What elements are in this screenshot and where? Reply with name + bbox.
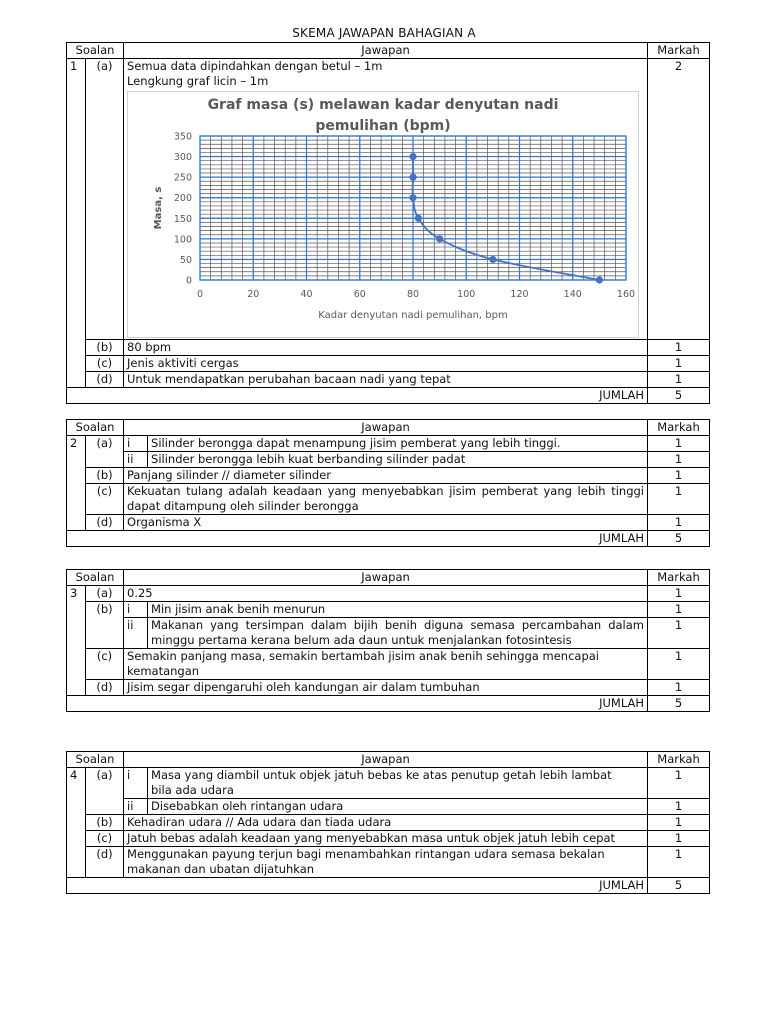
answer-cell [124, 847, 648, 878]
y-tick-label: 200 [173, 193, 193, 205]
part-label: (c) [86, 484, 124, 515]
part-label: (a) [86, 436, 124, 468]
page-title: SKEMA JAWAPAN BAHAGIAN A [292, 26, 476, 40]
question-1-table [66, 42, 710, 404]
part-label: (d) [86, 680, 124, 696]
answer-line: Lengkung graf licin – 1m [127, 74, 269, 88]
y-tick-label: 350 [173, 131, 193, 143]
answer-cell: Min jisim anak benih menurun [148, 602, 648, 618]
answer-cell: 0.25 [124, 586, 648, 602]
part-label: (d) [86, 372, 124, 388]
total-label: JUMLAH [67, 878, 648, 894]
answer-cell: Silinder berongga lebih kuat berbanding silinder padat [148, 452, 648, 468]
total-label: JUMLAH [67, 388, 648, 404]
header-markah: Markah [648, 420, 710, 436]
chart-title-line1: Graf masa (s) melawan kadar denyutan nadi [207, 97, 559, 113]
question-3-table [66, 569, 710, 712]
mark-cell: 1 [648, 847, 710, 878]
subpart-label: ii [124, 618, 148, 649]
subpart-label: i [124, 602, 148, 618]
x-tick-label: 100 [457, 289, 476, 300]
data-point [436, 235, 443, 242]
answer-line: bila ada udara [151, 783, 234, 797]
answer-cell: Disebabkan oleh rintangan udara [148, 799, 648, 815]
header-soalan: Soalan [67, 570, 124, 586]
mark-cell: 1 [648, 484, 710, 515]
answer-cell: Silinder berongga dapat menampung jisim pemberat yang lebih tinggi. [148, 436, 648, 452]
data-point [596, 276, 603, 283]
part-label: (a) [86, 768, 124, 815]
data-point [409, 153, 416, 160]
answer-cell: Semakin panjang masa, semakin bertambah jisim anak benih sehingga mencapai kematangan [124, 649, 648, 680]
mark-cell: 1 [648, 815, 710, 831]
question-number: 3 [67, 586, 86, 696]
x-tick-label: 160 [616, 289, 636, 300]
mark-cell: 1 [648, 468, 710, 484]
header-markah: Markah [648, 752, 710, 768]
part-label: (d) [86, 847, 124, 878]
question-4-table [66, 751, 710, 894]
data-point [489, 256, 496, 263]
header-soalan: Soalan [67, 43, 124, 59]
part-label: (b) [86, 340, 124, 356]
answer-line: Semua data dipindahkan dengan betul – 1m [127, 59, 383, 73]
answer-cell: Jenis aktiviti cergas [124, 356, 648, 372]
subpart-label: ii [124, 799, 148, 815]
answer-line: makanan dan ubatan dijatuhkan [127, 862, 315, 876]
x-axis-label: Kadar denyutan nadi pemulihan, bpm [318, 310, 508, 321]
part-label: (b) [86, 602, 124, 649]
header-soalan: Soalan [67, 420, 124, 436]
x-tick-label: 140 [563, 289, 582, 300]
mark-cell: 1 [648, 768, 710, 799]
total-mark: 5 [648, 531, 710, 547]
header-jawapan: Jawapan [124, 420, 648, 436]
answer-cell: Kehadiran udara // Ada udara dan tiada udara [124, 815, 648, 831]
mark-cell: 1 [648, 649, 710, 680]
header-markah: Markah [648, 570, 710, 586]
part-label: (c) [86, 831, 124, 847]
data-point [409, 174, 416, 181]
y-tick-label: 150 [173, 213, 193, 225]
question-number: 2 [67, 436, 86, 531]
part-label: (d) [86, 515, 124, 531]
question-number: 1 [67, 59, 86, 388]
mark-cell: 1 [648, 515, 710, 531]
part-label: (b) [86, 815, 124, 831]
mark-cell: 1 [648, 618, 710, 649]
data-point [409, 194, 416, 201]
mark-cell: 1 [648, 602, 710, 618]
mark-cell: 1 [648, 799, 710, 815]
part-label: (b) [86, 468, 124, 484]
part-label: (a) [86, 586, 124, 602]
header-markah: Markah [648, 43, 710, 59]
x-tick-label: 40 [300, 289, 313, 300]
total-label: JUMLAH [67, 696, 648, 712]
x-tick-label: 60 [353, 289, 366, 300]
answer-cell [124, 59, 648, 340]
total-mark: 5 [648, 388, 710, 404]
header-jawapan: Jawapan [124, 43, 648, 59]
chart-title-line2: pemulihan (bpm) [315, 118, 451, 134]
answer-cell: Organisma X [124, 515, 648, 531]
answer-line: Masa yang diambil untuk objek jatuh bebas ke atas penutup getah lebih lambat [151, 768, 612, 782]
part-label: (a) [86, 59, 124, 340]
header-jawapan: Jawapan [124, 752, 648, 768]
part-label: (c) [86, 356, 124, 372]
mark-cell: 1 [648, 586, 710, 602]
y-tick-label: 0 [185, 275, 193, 287]
data-point [415, 215, 422, 222]
mark-cell: 2 [648, 59, 710, 340]
y-tick-label: 250 [173, 172, 193, 184]
header-soalan: Soalan [67, 752, 124, 768]
answer-cell: 80 bpm [124, 340, 648, 356]
mark-cell: 1 [648, 372, 710, 388]
question-number: 4 [67, 768, 86, 878]
answer-cell [148, 768, 648, 799]
x-tick-label: 0 [196, 289, 204, 300]
x-tick-label: 120 [510, 289, 529, 300]
part-label: (c) [86, 649, 124, 680]
total-mark: 5 [648, 878, 710, 894]
answer-line: Menggunakan payung terjun bagi menambahkan rintangan udara semasa bekalan [127, 847, 605, 861]
mark-cell: 1 [648, 452, 710, 468]
chart-container [127, 91, 639, 338]
mark-cell: 1 [648, 436, 710, 452]
answer-cell: Jisim segar dipengaruhi oleh kandungan air dalam tumbuhan [124, 680, 648, 696]
x-tick-label: 80 [406, 289, 420, 300]
question-2-table [66, 419, 710, 547]
y-axis-label: Masa, s [153, 186, 165, 230]
header-jawapan: Jawapan [124, 570, 648, 586]
answer-cell: Kekuatan tulang adalah keadaan yang menyebabkan jisim pemberat yang lebih tinggi dapat ditampung oleh silinder berongga [124, 484, 648, 515]
answer-cell: Panjang silinder // diameter silinder [124, 468, 648, 484]
pulse-recovery-chart [128, 92, 638, 337]
mark-cell: 1 [648, 356, 710, 372]
y-tick-label: 300 [173, 152, 193, 164]
y-tick-label: 100 [173, 234, 193, 246]
mark-cell: 1 [648, 680, 710, 696]
y-tick-label: 50 [179, 254, 193, 266]
subpart-label: i [124, 768, 148, 799]
mark-cell: 1 [648, 340, 710, 356]
total-label: JUMLAH [67, 531, 648, 547]
subpart-label: i [124, 436, 148, 452]
mark-cell: 1 [648, 831, 710, 847]
x-tick-label: 20 [247, 289, 260, 300]
answer-cell: Makanan yang tersimpan dalam bijih benih diguna semasa percambahan dalam minggu pertama kerana belum ada daun untuk menjalankan fotosintesis [148, 618, 648, 649]
answer-cell: Jatuh bebas adalah keadaan yang menyebabkan masa untuk objek jatuh lebih cepat [124, 831, 648, 847]
answer-cell: Untuk mendapatkan perubahan bacaan nadi yang tepat [124, 372, 648, 388]
total-mark: 5 [648, 696, 710, 712]
subpart-label: ii [124, 452, 148, 468]
